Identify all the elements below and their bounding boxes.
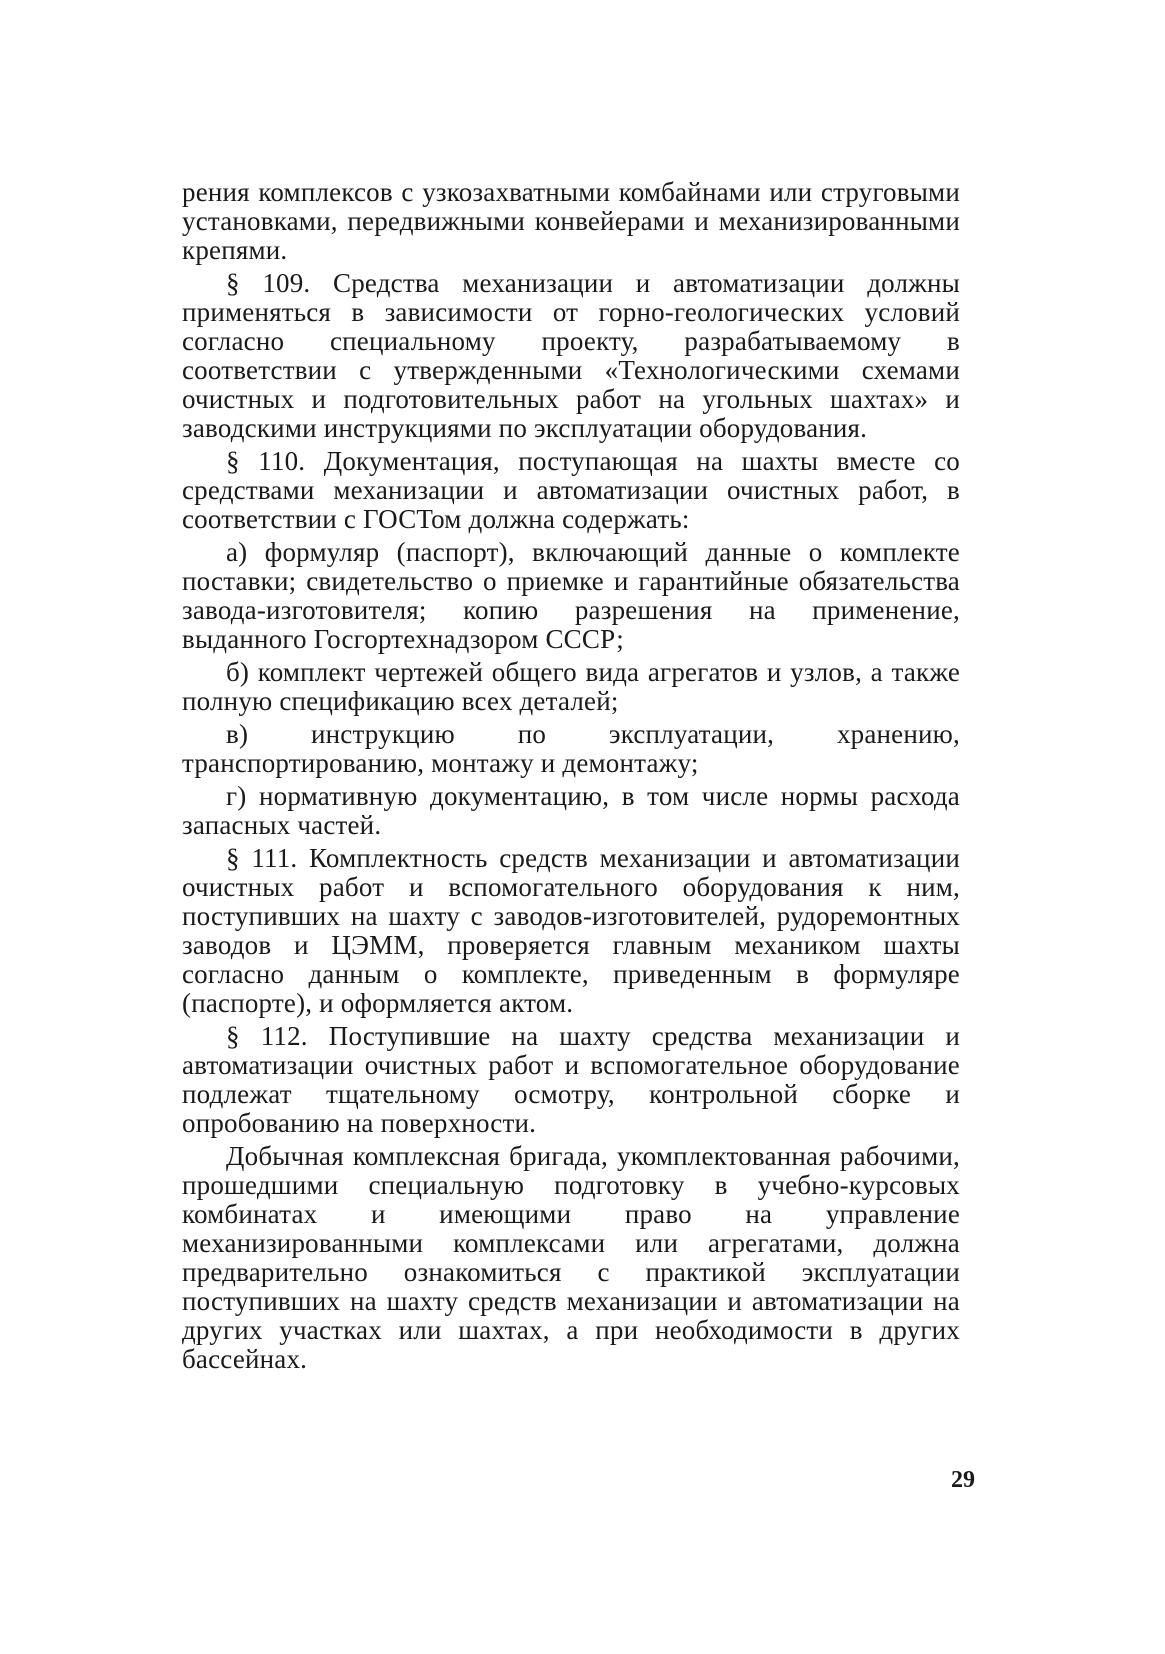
list-item-a: а) формуляр (паспорт), включающий данные о комплекте поставки; свидетельство о приемке и гарантийные обязательства завода-изготовителя; копию разрешения на применение, выданного Госгортехнадзором СССР; xyxy=(182,537,960,654)
page-body xyxy=(182,178,960,1374)
paragraph-section-110: § 110. Документация, поступающая на шахты вместе со средствами механизации и автоматизации очистных работ, в соответствии с ГОСТом должна содержать: xyxy=(182,446,960,534)
paragraph-section-111: § 111. Комплектность средств механизации и автоматизации очистных работ и вспомогательного оборудования к ним, поступивших на шахту с заводов-изготовителей, рудоремонтных заводов и ЦЭММ, проверяется главным механиком шахты согласно данным о комплекте, приведенным в формуляре (паспорте), и оформляется актом. xyxy=(182,843,960,1018)
paragraph-section-109: § 109. Средства механизации и автоматизации должны применяться в зависимости от горно-геологических условий согласно специальному проекту, разрабатываемому в соответствии с утвержденными «Технологическими схемами очистных и подготовительных работ на угольных шахтах» и заводскими инструкциями по эксплуатации оборудования. xyxy=(182,268,960,443)
paragraph-brigade: Добычная комплексная бригада, укомплектованная рабочими, прошедшими специальную подготовку в учебно-курсовых комбинатах и имеющими право на управление механизированными комплексами или агрегатами, должна предварительно ознакомиться с практикой эксплуатации поступивших на шахту средств механизации и автоматизации на других участках или шахтах, а при необходимости в других бассейнах. xyxy=(182,1141,960,1374)
paragraph-continuation: рения комплексов с узкозахватными комбайнами или струговыми установками, передвижными конвейерами и механизированными крепями. xyxy=(182,177,960,265)
page-number: 29 xyxy=(951,1467,975,1493)
paragraph-section-112: § 112. Поступившие на шахту средства механизации и автоматизации очистных работ и вспомогательное оборудование подлежат тщательному осмотру, контрольной сборке и опробованию на поверхности. xyxy=(182,1021,960,1138)
list-item-v: в) инструкцию по эксплуатации, хранению, транспортированию, монтажу и демонтажу; xyxy=(182,719,960,778)
list-item-b: б) комплект чертежей общего вида агрегатов и узлов, а также полную спецификацию всех деталей; xyxy=(182,657,960,716)
list-item-g: г) нормативную документацию, в том числе нормы расхода запасных частей. xyxy=(182,781,960,840)
